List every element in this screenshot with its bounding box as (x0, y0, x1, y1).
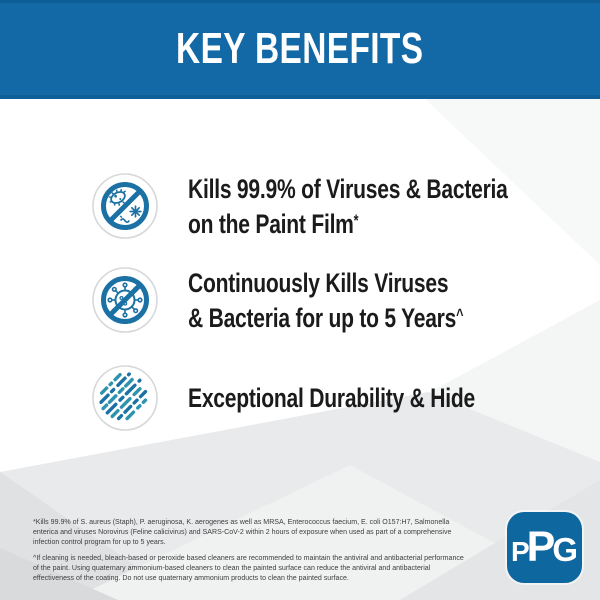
benefit-text (188, 173, 598, 240)
ppg-logo-text: PPG (510, 523, 579, 571)
benefit-row-durability (92, 365, 556, 431)
benefit-line: Kills 99.9% of Viruses & Bacteria (188, 173, 508, 204)
benefit-text (188, 382, 556, 414)
footnote-cleaning-claim: ^If cleaning is needed, bleach-based or peroxide based cleaners are recommended to maintain the antiviral and antibacterial performance of the paint. Using quaternary ammonium-based cleaners to clean the painted surface can reduce the antiviral and antibacterial effectiveness of the coating. Do not use quaternary ammonium products to clean the painted surface. (33, 552, 464, 583)
no-virus-icon (92, 267, 158, 333)
header-banner (0, 0, 600, 99)
benefit-row-kills-viruses (92, 173, 598, 239)
benefit-line: Exceptional Durability & Hide (188, 383, 475, 413)
footnote-marker: * (353, 211, 359, 230)
benefit-line: Continuously Kills Viruses (188, 267, 449, 298)
ppg-logo (507, 512, 582, 583)
footnote-marker: ^ (456, 305, 464, 324)
disclaimer-footnotes (33, 517, 468, 588)
benefit-line: & Bacteria for up to 5 Years^ (188, 302, 464, 333)
page-title: KEY BENEFITS (176, 24, 424, 73)
footnote-kills-claim: *Kills 99.9% of S. aureus (Staph), P. aeruginosa, K. aerogenes as well as MRSA, Enterococcus faecium, E. coli O157:H7, Salmonella enterica and viruses Norovirus (Feline calicivirus) and SARS-CoV-2 within 2 hours of exposure when used as part of a comprehensive infection control program for up to 5 years. (33, 517, 452, 547)
benefit-row-continuously-kills (92, 267, 541, 333)
durability-strokes-icon (92, 365, 158, 431)
no-bacteria-icon (92, 173, 158, 239)
benefit-text (188, 267, 541, 334)
benefit-line: on the Paint Film* (188, 208, 359, 239)
